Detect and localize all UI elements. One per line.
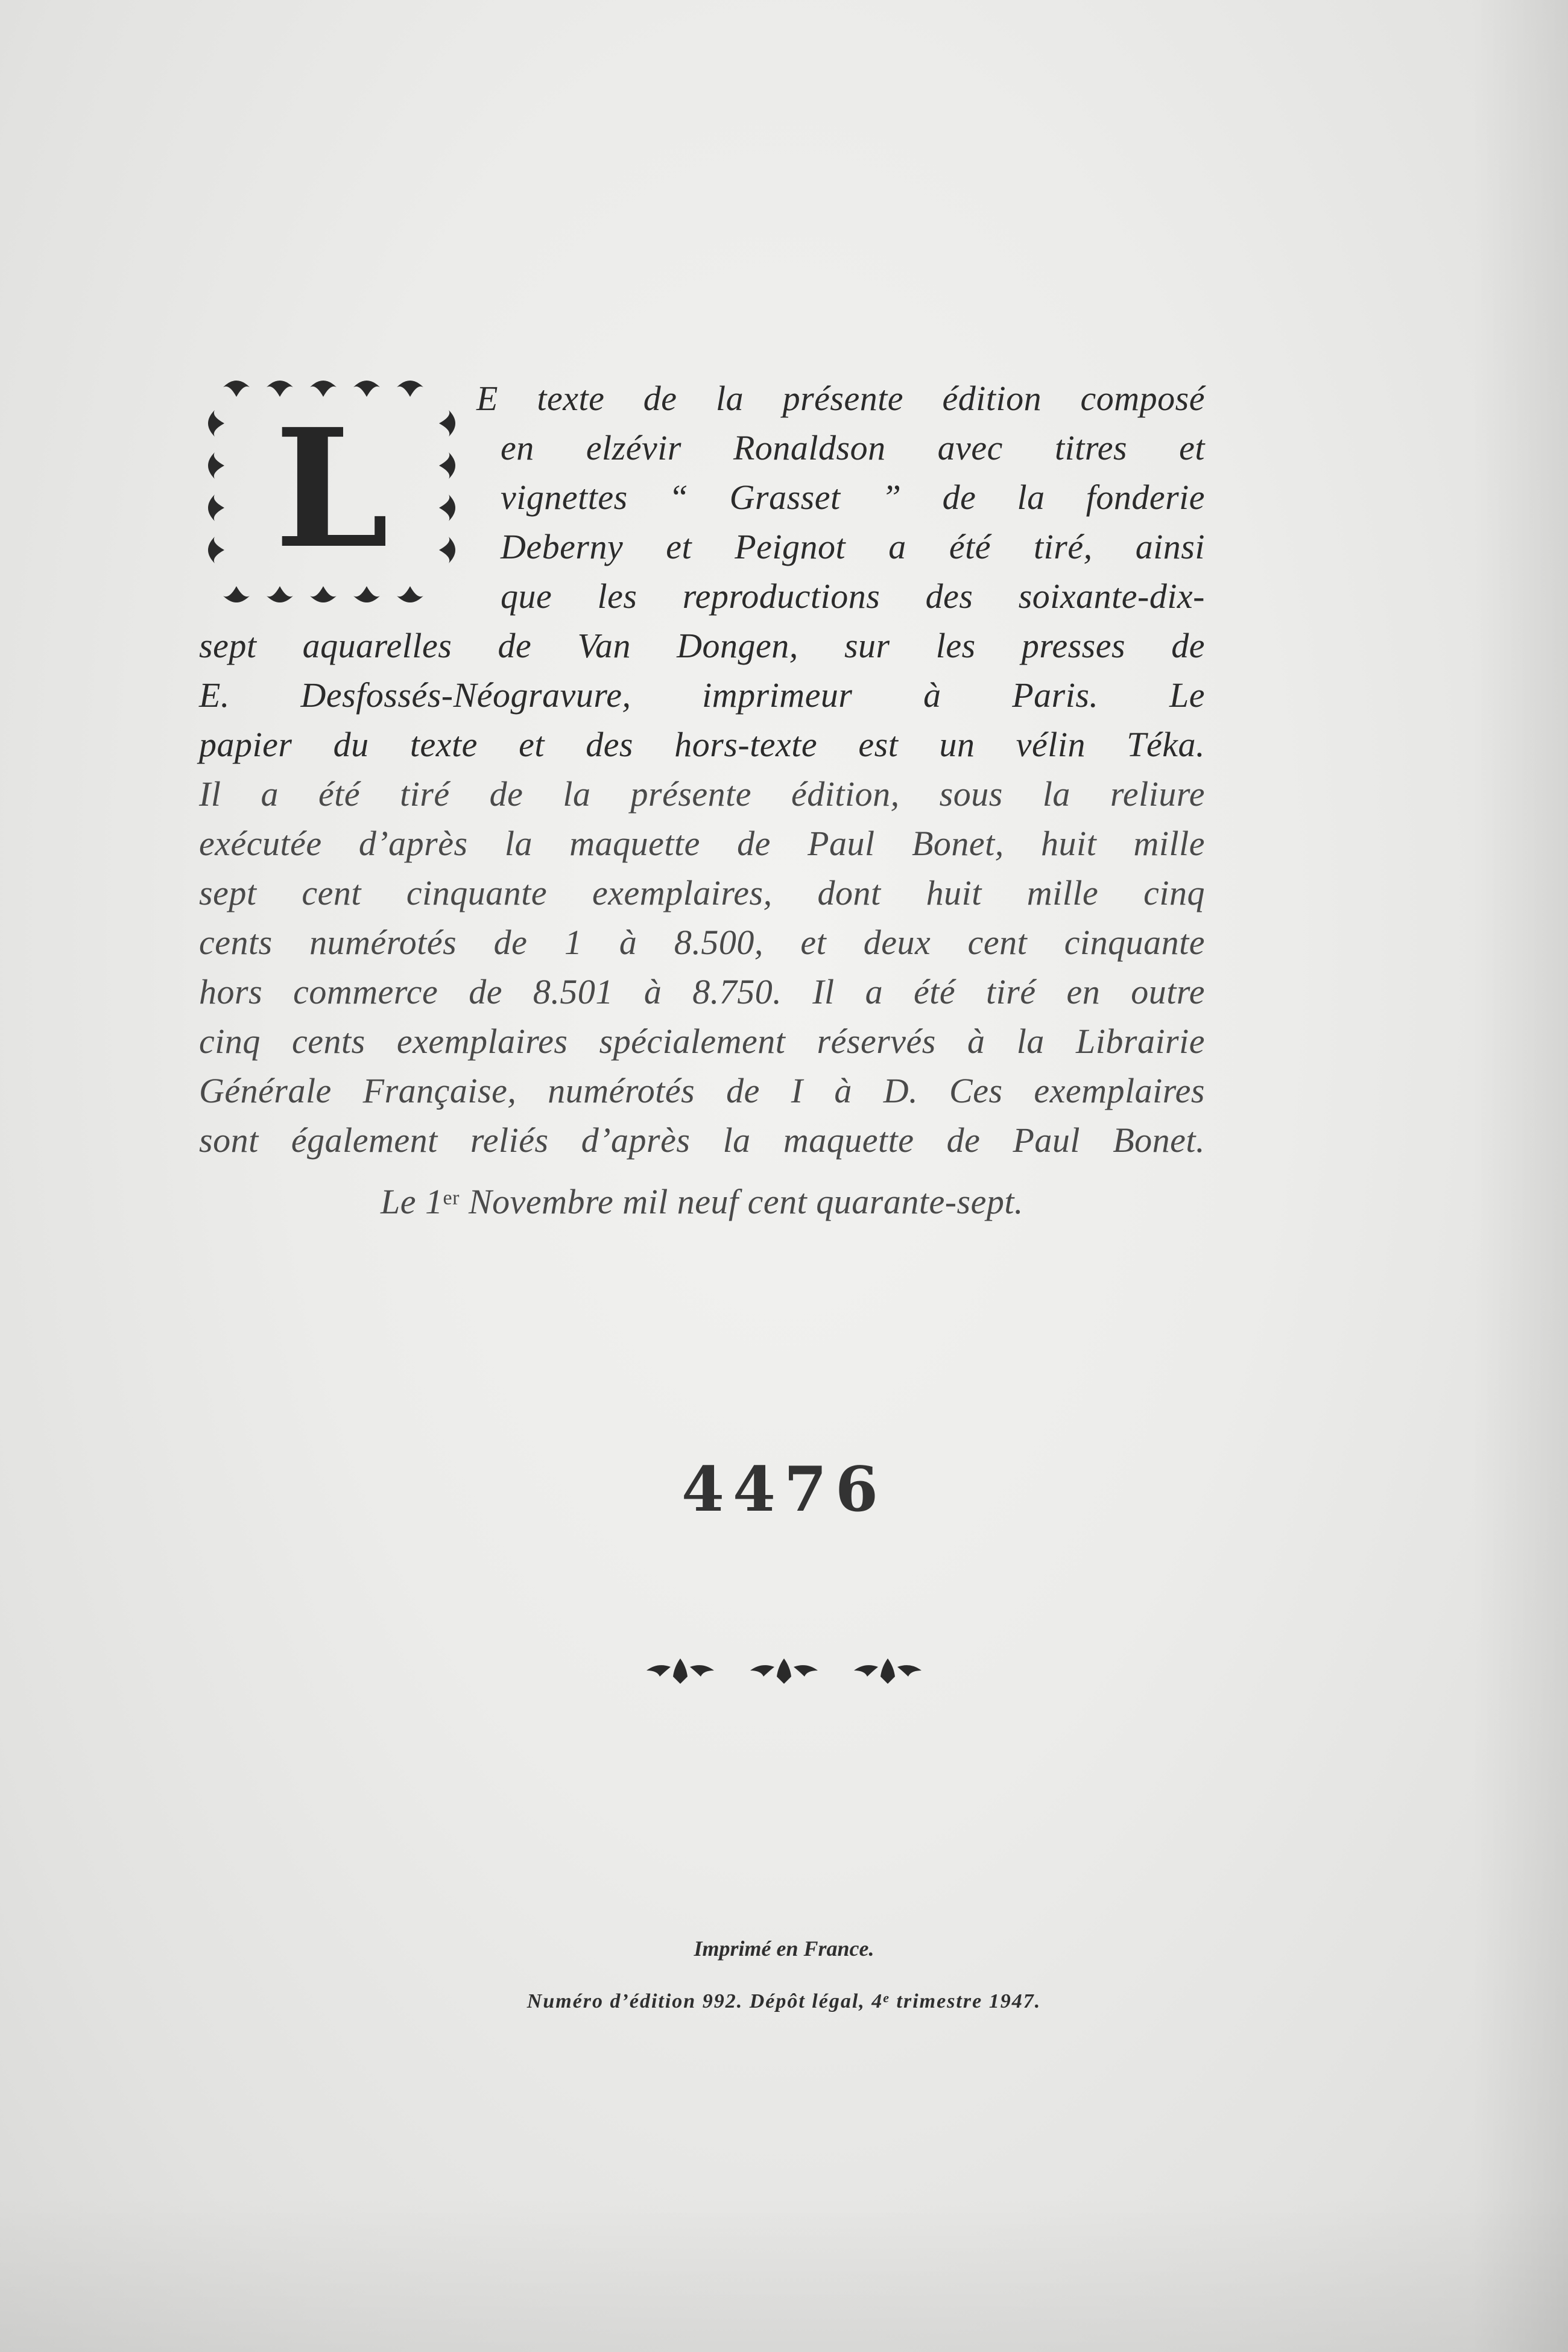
colophon-line: Générale Française, numérotés de I à D. Ces exemplaires bbox=[199, 1071, 1205, 1110]
page-shadow bbox=[0, 2195, 1568, 2352]
date-prefix: Le 1 bbox=[381, 1182, 443, 1221]
dropcap-letter: L bbox=[274, 393, 389, 584]
colophon-line: en elzévir Ronaldson avec titres et bbox=[501, 428, 1205, 467]
colophon-line: cinq cents exemplaires spécialement réservés à la Librairie bbox=[199, 1022, 1205, 1061]
legal-deposit-line bbox=[0, 1990, 1568, 2013]
date-suffix: Novembre mil neuf cent quarante-sept. bbox=[459, 1182, 1023, 1221]
colophon-line: E texte de la présente édition composé bbox=[476, 379, 1205, 418]
colophon-line: sept cent cinquante exemplaires, dont huit mille cinq bbox=[199, 873, 1205, 912]
colophon-date bbox=[199, 1177, 1205, 1227]
colophon-line: Deberny et Peignot a été tiré, ainsi bbox=[501, 527, 1205, 566]
ornament-icon bbox=[644, 1652, 716, 1689]
copy-number: 4476 bbox=[681, 1453, 887, 1526]
colophon-line: E. Desfossés-Néogravure, imprimeur à Paris. Le bbox=[199, 675, 1205, 715]
legal-prefix: Numéro d’édition 992. Dépôt légal, 4 bbox=[526, 1990, 884, 2012]
colophon-line: vignettes “ Grasset ” de la fonderie bbox=[501, 478, 1205, 517]
dropcap-frame bbox=[199, 362, 464, 615]
imprint-line: Imprimé en France. bbox=[694, 1936, 874, 1961]
legal-superscript: e bbox=[883, 1990, 891, 2005]
colophon-line: papier du texte et des hors-texte est un vélin Téka. bbox=[199, 725, 1205, 764]
colophon-line: hors commerce de 8.501 à 8.750. Il a été tiré en outre bbox=[199, 972, 1205, 1011]
date-superscript: er bbox=[443, 1187, 460, 1209]
colophon-line: exécutée d’après la maquette de Paul Bonet, huit mille bbox=[199, 824, 1205, 863]
ornament-row bbox=[0, 1652, 1568, 1689]
legal-suffix: trimestre 1947. bbox=[890, 1990, 1042, 2012]
colophon-line: que les reproductions des soixante-dix- bbox=[501, 577, 1205, 616]
ornament-icon bbox=[748, 1652, 820, 1689]
colophon-line: sept aquarelles de Van Dongen, sur les presses de bbox=[199, 626, 1205, 665]
colophon-line: Il a été tiré de la présente édition, sous la reliure bbox=[199, 774, 1205, 814]
colophon-line: cents numérotés de 1 à 8.500, et deux cent cinquante bbox=[199, 923, 1205, 962]
ornament-icon bbox=[852, 1652, 924, 1689]
colophon-line: sont également reliés d’après la maquette de Paul Bonet. bbox=[199, 1121, 1205, 1160]
